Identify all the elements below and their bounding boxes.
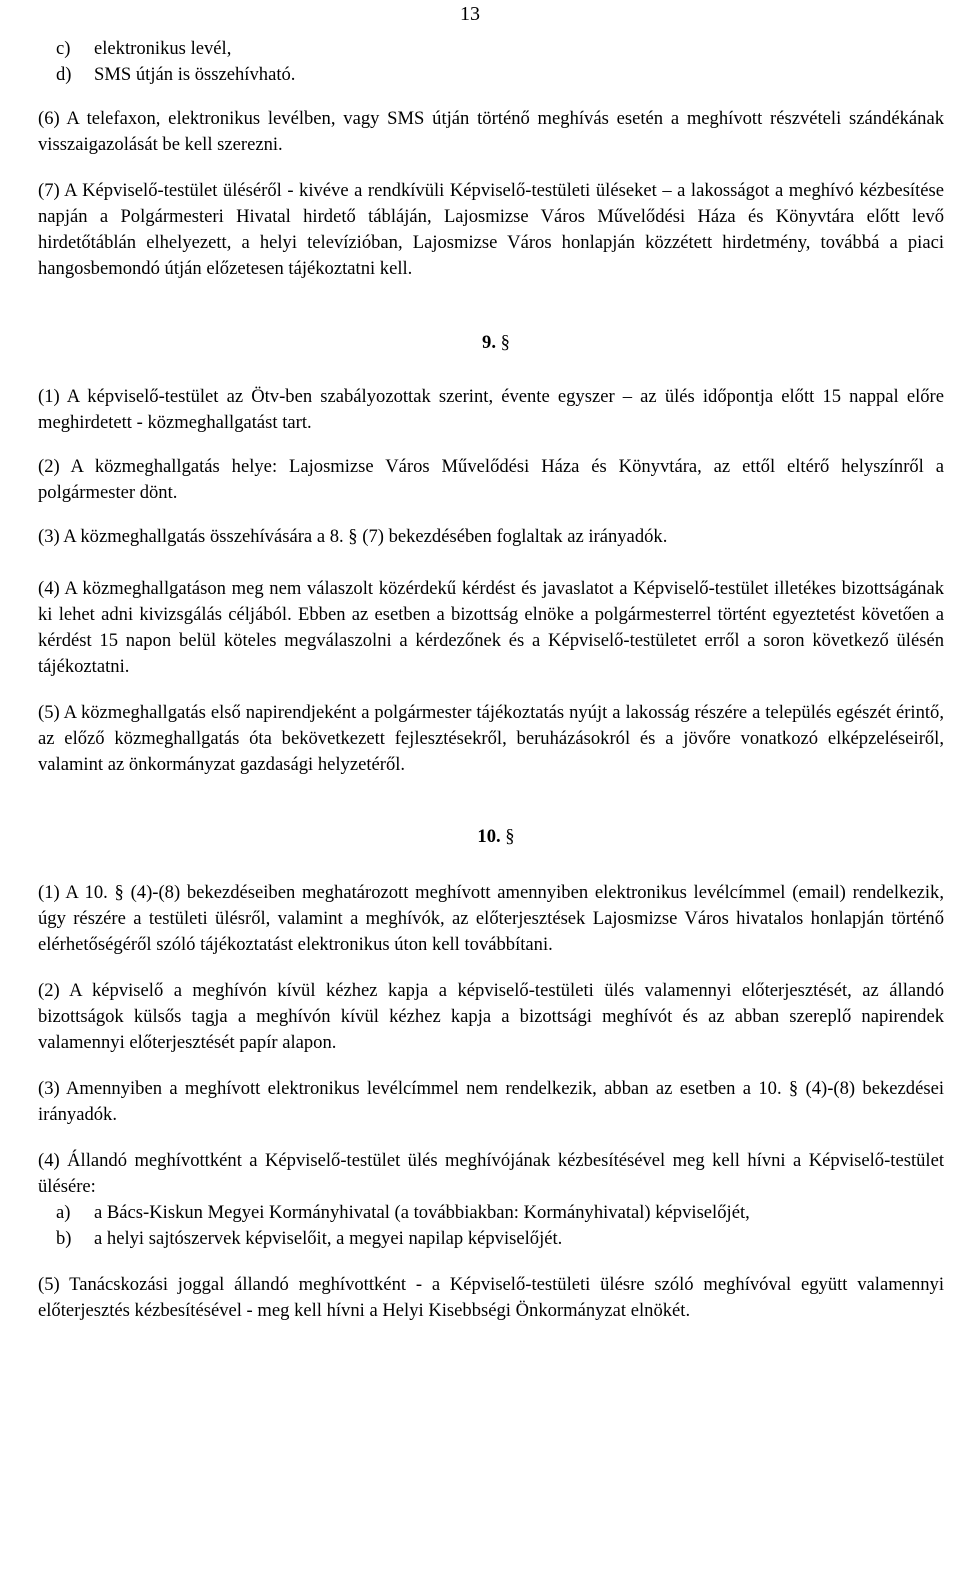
s9-paragraph-5: (5) A közmeghallgatás első napirendjeként a polgármester tájékoztatás nyújt a lakosság részére a település egészét érintő, az előző közmeghallgatás óta bekövetkezett fejlesztésekről, beruházásokról és a jövőre vonatkozó elképzeléseiről, valamint az önkormányzat gazdasági helyzetéről. [38, 702, 944, 775]
section-symbol: § [505, 826, 515, 847]
s9-paragraph-4: (4) A közmeghallgatáson meg nem válaszolt közérdekű kérdést és javaslatot a Képviselő-testület illetékes bizottságának ki lehet adni kivizsgálás céljából. Ebben az esetben a bizottság elnöke a polgármesterrel történt egyeztetést követően a kérdést 15 napon belül köteles megválaszolni a kérdezőnek és a Képviselő-testületet erről a soron következő ülésén tájékoztatni. [38, 578, 944, 677]
list-item-label: c) [56, 38, 71, 59]
list-item-text: SMS útján is összehívható. [94, 64, 296, 85]
s9-paragraph-2: (2) A közmeghallgatás helye: Lajosmizse Város Művelődési Háza és Könyvtára, az ettől eltérő helyszínről a polgármester dönt. [38, 456, 944, 503]
page-number: 13 [460, 3, 480, 25]
s10-paragraph-4: (4) Állandó meghívottként a Képviselő-testület ülés meghívójának kézbesítésével meg kell hívni a Képviselő-testület ülésére: [38, 1150, 944, 1197]
list-item-label: b) [56, 1228, 72, 1249]
section-number: 9. [482, 332, 496, 353]
s10-paragraph-3: (3) Amennyiben a meghívott elektronikus levélcímmel nem rendelkezik, abban az esetben a 10. § (4)-(8) bekezdései irányadók. [38, 1078, 944, 1125]
list-item-text: a helyi sajtószervek képviselőit, a megyei napilap képviselőjét. [94, 1228, 563, 1249]
list-item [38, 36, 944, 62]
section-heading-9 [38, 330, 944, 356]
list-item-label: d) [56, 64, 72, 85]
list-item [38, 1226, 944, 1252]
list-item [38, 62, 944, 88]
s10-paragraph-1: (1) A 10. § (4)-(8) bekezdéseiben meghatározott meghívott amennyiben elektronikus levélcímmel (email) rendelkezik, úgy részére a testületi ülésről, valamint a meghívók, az előterjesztések Lajosmizse Város hivatalos honlapján történő elérhetőségéről szóló tájékoztatást elektronikus úton kell továbbítani. [38, 882, 944, 955]
section-symbol: § [500, 332, 510, 353]
section-heading-10 [38, 824, 944, 850]
s10-paragraph-5: (5) Tanácskozási joggal állandó meghívottként - a Képviselő-testületi ülésre szóló meghívóval együtt valamennyi előterjesztés kézbesítésével - meg kell hívni a Helyi Kisebbségi Önkormányzat elnökét. [38, 1274, 944, 1321]
s10-paragraph-2: (2) A képviselő a meghívón kívül kézhez kapja a képviselő-testületi ülés valamennyi előterjesztését, az állandó bizottságok külsős tagja a meghívón kívül kézhez kapja a bizottsági meghívót és az abban szereplő napirendek valamennyi előterjesztését papír alapon. [38, 980, 944, 1053]
list-item-text: a Bács-Kiskun Megyei Kormányhivatal (a továbbiakban: Kormányhivatal) képviselőjét, [94, 1202, 750, 1223]
s9-paragraph-3: (3) A közmeghallgatás összehívására a 8. § (7) bekezdésében foglaltak az irányadók. [38, 526, 668, 547]
paragraph-7: (7) A Képviselő-testület üléséről - kivéve a rendkívüli Képviselő-testületi üléseket – a lakosságot a meghívó kézbesítése napján a Polgármesteri Hivatal hirdető tábláján, Lajosmizse Város Művelődési Háza és Könyvtára előtt levő hirdetőtáblán elhelyezett, a helyi televízióban, Lajosmizse Város honlapján közzétett hirdetmény, továbbá a piaci hangosbemondó útján előzetesen tájékoztatni kell. [38, 180, 944, 279]
list-item-label: a) [56, 1202, 71, 1223]
paragraph-6: (6) A telefaxon, elektronikus levélben, vagy SMS útján történő meghívás esetén a meghívott részvételi szándékának visszaigazolását be kell szerezni. [38, 108, 944, 155]
document-body [38, 36, 944, 1324]
s9-paragraph-1: (1) A képviselő-testület az Ötv-ben szabályozottak szerint, évente egyszer – az ülés időpontja előtt 15 nappal előre meghirdetett - közmeghallgatást tart. [38, 386, 944, 433]
s10-p4-list [38, 1200, 944, 1252]
section-number: 10. [477, 826, 501, 847]
list-item-text: elektronikus levél, [94, 38, 232, 59]
list-item [38, 1200, 944, 1226]
top-list [38, 36, 944, 88]
